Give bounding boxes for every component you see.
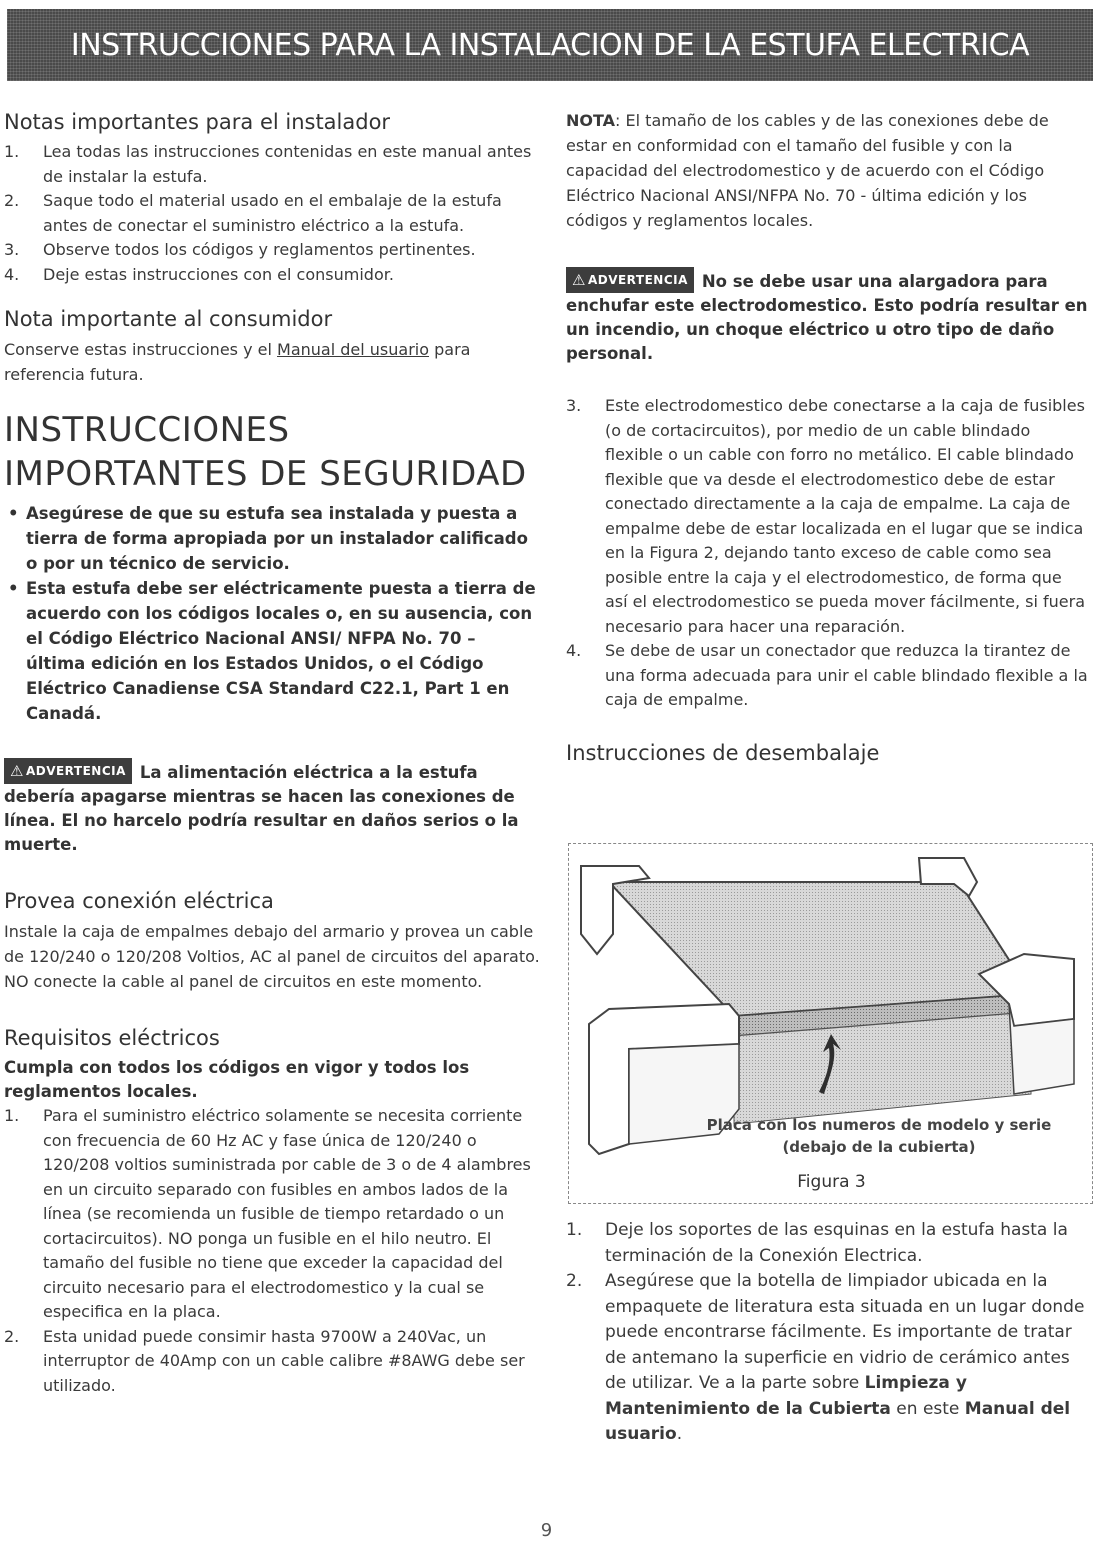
user-manual-link[interactable]: Manual del usuario (277, 340, 430, 359)
list-item: 3. Este electrodomestico debe conectarse a la caja de fusibles (o de cortacircuitos), por medio de un cable blindado flexible o un cable con forro no metálico. El cable blindado flexible que va desde el electrodomestico debe de estar conectado directamente a la caja de empalme. La caja de empalme debe de estar localizada en el lugar que se indica en la Figura 2, dejando tanto exceso de cable como sea posible entre la caja y el electrodomestico, de forma que así el electrodomestico se pueda mover fácilmente, si fuera necesario para hacer una reparación. (566, 396, 1086, 636)
unpacking-list-container (566, 1218, 1088, 1448)
warning-right (566, 267, 1088, 366)
installer-notes-list (4, 140, 540, 287)
warning-badge: ⚠ ADVERTENCIA (4, 758, 132, 784)
electrical-requirements-list (4, 1104, 540, 1398)
consumer-note-section (0, 305, 540, 387)
safety-section (0, 407, 540, 726)
page-number: 9 (540, 1520, 553, 1541)
list-item: 1. Lea todas las instrucciones contenidas en este manual antes de instalar la estufa. (4, 142, 532, 186)
nota-paragraph: NOTA: El tamaño de los cables y de las conexiones debe de estar en conformidad con el tamaño del fusible y con la capacidad del electrodomestico y de acuerdo con el Código Eléctrico Nacional ANSI/NFPA No. 70 - última edición y los códigos y reglamentos locales. (566, 111, 1049, 230)
list-item: 2. Asegúrese que la botella de limpiador ubicada en la empaquete de literatura esta situada en un lugar donde puede encontrarse fácilmente. Es importante de tratar de antemano la superficie en vidrio de cerámico antes de utilizar. Ve a la parte sobre Limpieza y Mantenimiento de la Cubierta en este Manual del usuario. (566, 1271, 1085, 1444)
consumer-note-title: Nota importante al consumidor (4, 307, 333, 331)
figure-label: Figura 3 (797, 1172, 866, 1192)
warning-right-text: No se debe usar una alargadora para enchufar este electrodomestico. Esto podría resultar en un incendio, un choque eléctrico u otro tipo de daño personal. (566, 272, 1088, 363)
banner-title: INSTRUCCIONES PARA LA INSTALACION DE LA ESTUFA ELECTRICA (70, 27, 1030, 63)
bullet-icon: • (8, 504, 19, 523)
bullet-icon: • (8, 579, 19, 598)
warning-triangle-icon: ⚠ (10, 762, 24, 780)
safety-bullets (4, 501, 540, 726)
warning-triangle-icon: ⚠ (572, 271, 586, 289)
list-item: 4. Se debe de usar un conectador que reduzca la tirantez de una forma adecuada para unir el cable blindado flexible a la caja de empalme. (566, 641, 1088, 709)
warning-left (0, 758, 540, 857)
electrical-requirements-title: Requisitos eléctricos (4, 1026, 220, 1050)
right-column (566, 108, 1088, 771)
list-item: • Esta estufa debe ser eléctricamente puesta a tierra de acuerdo con los códigos locales o, en su ausencia, con el Código Eléctrico Nacional ANSI/ NFPA No. 70 – última edición en los Estados Unidos, o el Código Eléctrico Canadiense CSA Standard C22.1, Part 1 en Canadá. (4, 576, 540, 726)
plate-caption: Placa con los numeros de modelo y serie (debajo de la cubierta) (706, 1116, 1052, 1156)
nota-label: NOTA (566, 111, 616, 130)
list-item: 1. Para el suministro eléctrico solamente se necesita corriente con frecuencia de 60 Hz AC y fase única de 120/240 o 120/208 voltios suministrada por cable de 3 o de 4 alambres en un circuito separado con fusibles en ambos lados de la línea (se recomienda un fusible de tiempo retardado o un cortacircuitos). NO ponga un fusible en el hilo neutro. El tamaño del fusible no tiene que exceder la capacidad del circuito necesario para el electrodomestico y la cual se especifica en la placa. (4, 1106, 531, 1321)
page-banner (7, 9, 1093, 81)
provide-connection-text: Instale la caja de empalmes debajo del armario y provea un cable de 120/240 o 120/208 Voltios, AC al panel de circuitos del aparato. NO conecte la cable al panel de circuitos en este momento. (4, 922, 540, 991)
list-item: 1. Deje los soportes de las esquinas en la estufa hasta la terminación de la Conexión Electrica. (566, 1220, 1068, 1266)
installer-notes-section (0, 108, 540, 287)
electrical-requirements-subtitle: Cumpla con todos los códigos en vigor y todos los reglamentos locales. (4, 1058, 470, 1101)
list-item: 4. Deje estas instrucciones con el consumidor. (4, 264, 394, 284)
list-item: • Asegúrese de que su estufa sea instalada y puesta a tierra de forma apropiada por un instalador calificado o por un técnico de servicio. (4, 501, 540, 576)
safety-title-line2: IMPORTANTES DE SEGURIDAD (4, 454, 527, 494)
cleaning-section-reference: Limpieza y Mantenimiento de la Cubierta (605, 1373, 967, 1419)
warning-badge: ⚠ ADVERTENCIA (566, 267, 694, 293)
user-manual-reference: Manual del usuario (605, 1398, 1071, 1444)
continued-list (566, 394, 1088, 713)
warning-left-text: La alimentación eléctrica a la estufa debería apagarse mientras se hacen las conexiones de línea. El no harcelo podría resultar en daños serios o la muerte. (4, 763, 519, 854)
list-item: 3. Observe todos los códigos y reglamentos pertinentes. (4, 240, 476, 259)
installer-notes-title: Notas importantes para el instalador (4, 110, 391, 134)
list-item: 2. Saque todo el material usado en el embalaje de la estufa antes de conectar el suministro eléctrico a la estufa. (4, 191, 502, 235)
unpacking-title: Instrucciones de desembalaje (566, 740, 880, 765)
left-column (0, 108, 540, 1398)
consumer-note-text: Conserve estas instrucciones y el Manual del usuario para referencia futura. (4, 340, 471, 384)
provide-connection-title: Provea conexión eléctrica (4, 889, 274, 913)
electrical-requirements-section (0, 1024, 540, 1398)
figure-3 (568, 843, 1093, 1204)
safety-title-line1: INSTRUCCIONES (4, 410, 290, 450)
list-item: 2. Esta unidad puede consimir hasta 9700W a 240Vac, un interruptor de 40Amp con un cable calibre #8AWG debe ser utilizado. (4, 1326, 525, 1395)
cooktop-surface (609, 882, 1031, 1016)
provide-connection-section (0, 887, 540, 994)
unpacking-list (566, 1218, 1088, 1448)
